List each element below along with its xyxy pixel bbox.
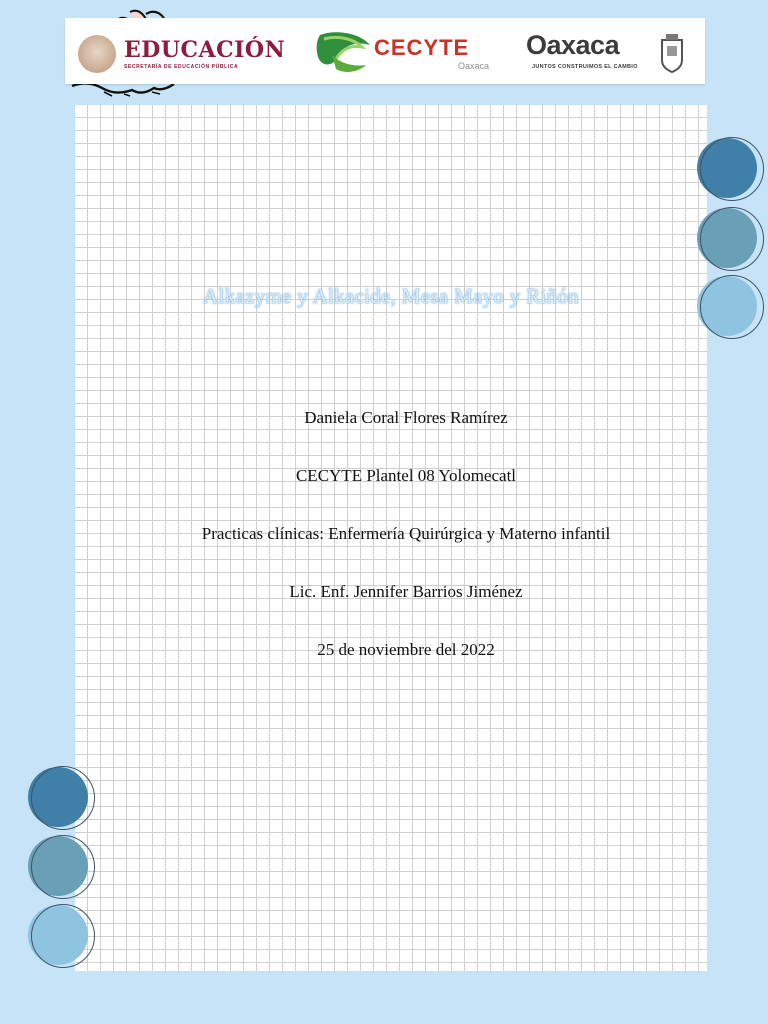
oaxaca-logo bbox=[526, 30, 696, 78]
cecyte-logo-subtitle: Oaxaca bbox=[458, 61, 490, 71]
mexico-seal-icon bbox=[78, 35, 116, 73]
decor-circle-ring bbox=[700, 207, 764, 271]
oaxaca-seal-icon bbox=[654, 30, 690, 76]
education-logo bbox=[78, 32, 285, 76]
cecyte-logo-title: CECYTE bbox=[374, 35, 470, 60]
cecyte-logo bbox=[316, 27, 506, 77]
teacher-name: Lic. Enf. Jennifer Barrios Jiménez bbox=[289, 582, 523, 601]
school-name: CECYTE Plantel 08 Yolomecatl bbox=[295, 466, 517, 485]
decor-circle-ring bbox=[31, 835, 95, 899]
education-logo-subtitle: SECRETARÍA DE EDUCACIÓN PÚBLICA bbox=[124, 64, 239, 70]
decor-circle-ring bbox=[700, 275, 764, 339]
decor-circle-ring bbox=[31, 766, 95, 830]
cecyte-leaf-icon bbox=[316, 27, 376, 77]
education-logo-title: EDUCACIÓN bbox=[124, 37, 286, 63]
document-date: 25 de noviembre del 2022 bbox=[317, 640, 495, 659]
decor-circle-ring bbox=[31, 904, 95, 968]
decor-circle-ring bbox=[700, 137, 764, 201]
oaxaca-logo-subtitle: JUNTOS CONSTRUIMOS EL CAMBIO bbox=[532, 64, 638, 70]
oaxaca-logo-title: Oaxaca bbox=[526, 30, 620, 60]
student-name: Daniela Coral Flores Ramírez bbox=[304, 408, 508, 427]
document-title: Alkazyme y Alkacide, Mesa Mayo y Riñón bbox=[203, 284, 579, 308]
subject-name: Practicas clínicas: Enfermería Quirúrgica y Materno infantil bbox=[201, 524, 611, 543]
